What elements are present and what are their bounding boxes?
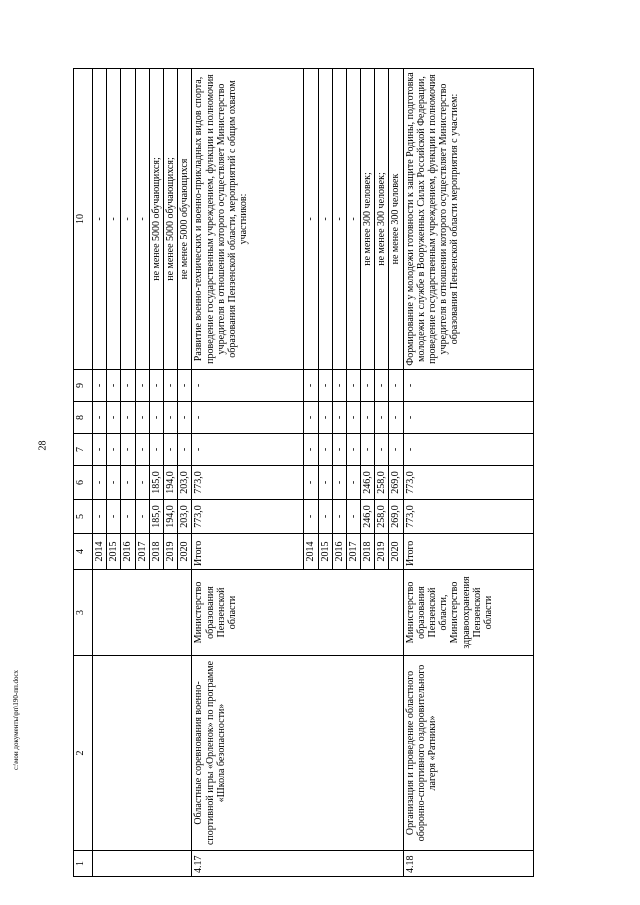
value-cell: - xyxy=(121,402,135,434)
header-cell: 6 xyxy=(74,466,93,500)
value-cell: 773,0 xyxy=(403,466,533,500)
year-cell: 2015 xyxy=(107,534,121,570)
value-cell: 194,0 xyxy=(163,466,177,500)
value-cell: - xyxy=(163,434,177,466)
value-cell: - xyxy=(149,402,163,434)
header-cell: 7 xyxy=(74,434,93,466)
value-cell: 185,0 xyxy=(149,466,163,500)
year-cell: Итого xyxy=(192,534,304,570)
value-cell: - xyxy=(178,402,192,434)
value-cell: - xyxy=(318,500,332,534)
value-cell: - xyxy=(346,434,360,466)
value-cell: - xyxy=(192,370,304,402)
result-cell: не менее 5000 обучающихся; xyxy=(149,69,163,370)
value-cell: - xyxy=(361,402,375,434)
year-cell: 2020 xyxy=(389,534,403,570)
value-cell: 269,0 xyxy=(389,466,403,500)
value-cell: - xyxy=(121,434,135,466)
value-cell: - xyxy=(192,402,304,434)
year-cell: 2020 xyxy=(178,534,192,570)
value-cell: - xyxy=(304,466,318,500)
value-cell: - xyxy=(93,402,107,434)
result-cell: Развитие военно-технических и военно-прикладных видов спорта, проведение государственным учреждением, функции и полномочия учредителя в отношении которого осуществляет Министерство образования Пензенской области, мероприятий с общим охватом участников: xyxy=(192,69,304,370)
value-cell: - xyxy=(318,402,332,434)
value-cell: 258,0 xyxy=(375,466,389,500)
result-cell: не менее 5000 обучающихся; xyxy=(163,69,177,370)
file-path-footer: c:\мои документы\рп\190-пп.docx xyxy=(12,669,20,770)
value-cell: 246,0 xyxy=(361,466,375,500)
year-cell: 2019 xyxy=(163,534,177,570)
value-cell: - xyxy=(135,370,149,402)
value-cell: - xyxy=(304,402,318,434)
year-cell: 2016 xyxy=(332,534,346,570)
value-cell: - xyxy=(121,466,135,500)
year-cell: 2018 xyxy=(149,534,163,570)
result-cell: - xyxy=(107,69,121,370)
value-cell: - xyxy=(93,434,107,466)
value-cell: - xyxy=(375,370,389,402)
value-cell: 246,0 xyxy=(361,500,375,534)
value-cell: - xyxy=(93,370,107,402)
year-cell: 2014 xyxy=(93,534,107,570)
result-cell: не менее 5000 обучающихся xyxy=(178,69,192,370)
value-cell: - xyxy=(149,434,163,466)
value-cell: - xyxy=(389,370,403,402)
value-cell: - xyxy=(192,434,304,466)
value-cell: - xyxy=(332,434,346,466)
value-cell: 203,0 xyxy=(178,500,192,534)
value-cell: - xyxy=(178,434,192,466)
header-cell: 1 xyxy=(74,851,93,877)
value-cell: - xyxy=(163,402,177,434)
value-cell: 773,0 xyxy=(192,466,304,500)
value-cell: - xyxy=(135,434,149,466)
header-cell: 4 xyxy=(74,534,93,570)
value-cell: - xyxy=(135,500,149,534)
value-cell: 773,0 xyxy=(403,500,533,534)
num-cell xyxy=(93,851,192,877)
result-cell: - xyxy=(135,69,149,370)
year-cell: 2015 xyxy=(318,534,332,570)
value-cell: - xyxy=(178,370,192,402)
value-cell: - xyxy=(346,402,360,434)
year-cell: Итого xyxy=(403,534,533,570)
header-cell: 8 xyxy=(74,402,93,434)
result-cell: - xyxy=(304,69,318,370)
value-cell: - xyxy=(304,434,318,466)
value-cell: - xyxy=(361,370,375,402)
executor-cell xyxy=(93,570,192,656)
value-cell: 185,0 xyxy=(149,500,163,534)
table-row xyxy=(192,69,304,877)
value-cell: - xyxy=(346,370,360,402)
year-cell: 2017 xyxy=(346,534,360,570)
value-cell: - xyxy=(107,370,121,402)
value-cell: - xyxy=(403,370,533,402)
value-cell: - xyxy=(93,500,107,534)
header-cell: 5 xyxy=(74,500,93,534)
value-cell: - xyxy=(304,500,318,534)
year-cell: 2018 xyxy=(361,534,375,570)
value-cell: - xyxy=(346,500,360,534)
value-cell: - xyxy=(107,466,121,500)
result-cell: - xyxy=(121,69,135,370)
name-cell: Организация и проведение областного оборонно-спортивного оздоровительного лагеря «Ратники» xyxy=(403,656,533,851)
value-cell: - xyxy=(121,500,135,534)
executor-cell: Министерство образования Пензенской области, Министерство здравоохранения Пензенской области xyxy=(403,570,533,656)
value-cell: - xyxy=(107,434,121,466)
result-cell: не менее 300 человек; xyxy=(375,69,389,370)
year-cell: 2016 xyxy=(121,534,135,570)
year-cell: 2014 xyxy=(304,534,318,570)
table-row xyxy=(403,69,533,877)
value-cell: - xyxy=(389,434,403,466)
value-cell: - xyxy=(121,370,135,402)
table-row xyxy=(93,69,107,877)
name-cell: Областные соревнования военно-спортивной игры «Орленок» по программе «Школа безопасности» xyxy=(192,656,403,851)
value-cell: - xyxy=(346,466,360,500)
value-cell: - xyxy=(403,434,533,466)
value-cell: - xyxy=(318,434,332,466)
executor-cell: Министерство образования Пензенской области xyxy=(192,570,403,656)
year-cell: 2017 xyxy=(135,534,149,570)
value-cell: - xyxy=(403,402,533,434)
value-cell: - xyxy=(389,402,403,434)
value-cell: - xyxy=(332,370,346,402)
num-cell: 4.17 xyxy=(192,851,403,877)
value-cell: - xyxy=(318,466,332,500)
name-cell xyxy=(93,656,192,851)
value-cell: - xyxy=(332,500,346,534)
result-cell: - xyxy=(346,69,360,370)
value-cell: - xyxy=(107,402,121,434)
value-cell: - xyxy=(318,370,332,402)
value-cell: 194,0 xyxy=(163,500,177,534)
value-cell: 773,0 xyxy=(192,500,304,534)
value-cell: - xyxy=(93,466,107,500)
result-cell: - xyxy=(318,69,332,370)
result-cell: Формирование у молодежи готовности к защите Родины, подготовка молодежи к службе в Вооруженных Силах Российской Федерации, проведение государственным учреждением, функции и полномочия учредителя в отношении которого осуществляет Министерство образования Пензенской области мероприятия с участием: xyxy=(403,69,533,370)
result-cell: не менее 300 человек; xyxy=(361,69,375,370)
year-cell: 2019 xyxy=(375,534,389,570)
value-cell: - xyxy=(375,402,389,434)
value-cell: - xyxy=(163,370,177,402)
value-cell: - xyxy=(135,402,149,434)
value-cell: 258,0 xyxy=(375,500,389,534)
page-number: 28 xyxy=(37,440,49,451)
value-cell: - xyxy=(135,466,149,500)
num-cell: 4.18 xyxy=(403,851,533,877)
rotated-table-container xyxy=(73,69,607,877)
value-cell: - xyxy=(304,370,318,402)
header-cell: 9 xyxy=(74,370,93,402)
value-cell: - xyxy=(332,402,346,434)
value-cell: - xyxy=(361,434,375,466)
value-cell: 203,0 xyxy=(178,466,192,500)
value-cell: 269,0 xyxy=(389,500,403,534)
value-cell: - xyxy=(107,500,121,534)
value-cell: - xyxy=(375,434,389,466)
value-cell: - xyxy=(332,466,346,500)
result-cell: - xyxy=(93,69,107,370)
header-row xyxy=(74,69,93,877)
result-cell: не менее 300 человек xyxy=(389,69,403,370)
plan-table xyxy=(73,68,534,877)
result-cell: - xyxy=(332,69,346,370)
header-cell: 10 xyxy=(74,69,93,370)
header-cell: 3 xyxy=(74,570,93,656)
header-cell: 2 xyxy=(74,656,93,851)
value-cell: - xyxy=(149,370,163,402)
